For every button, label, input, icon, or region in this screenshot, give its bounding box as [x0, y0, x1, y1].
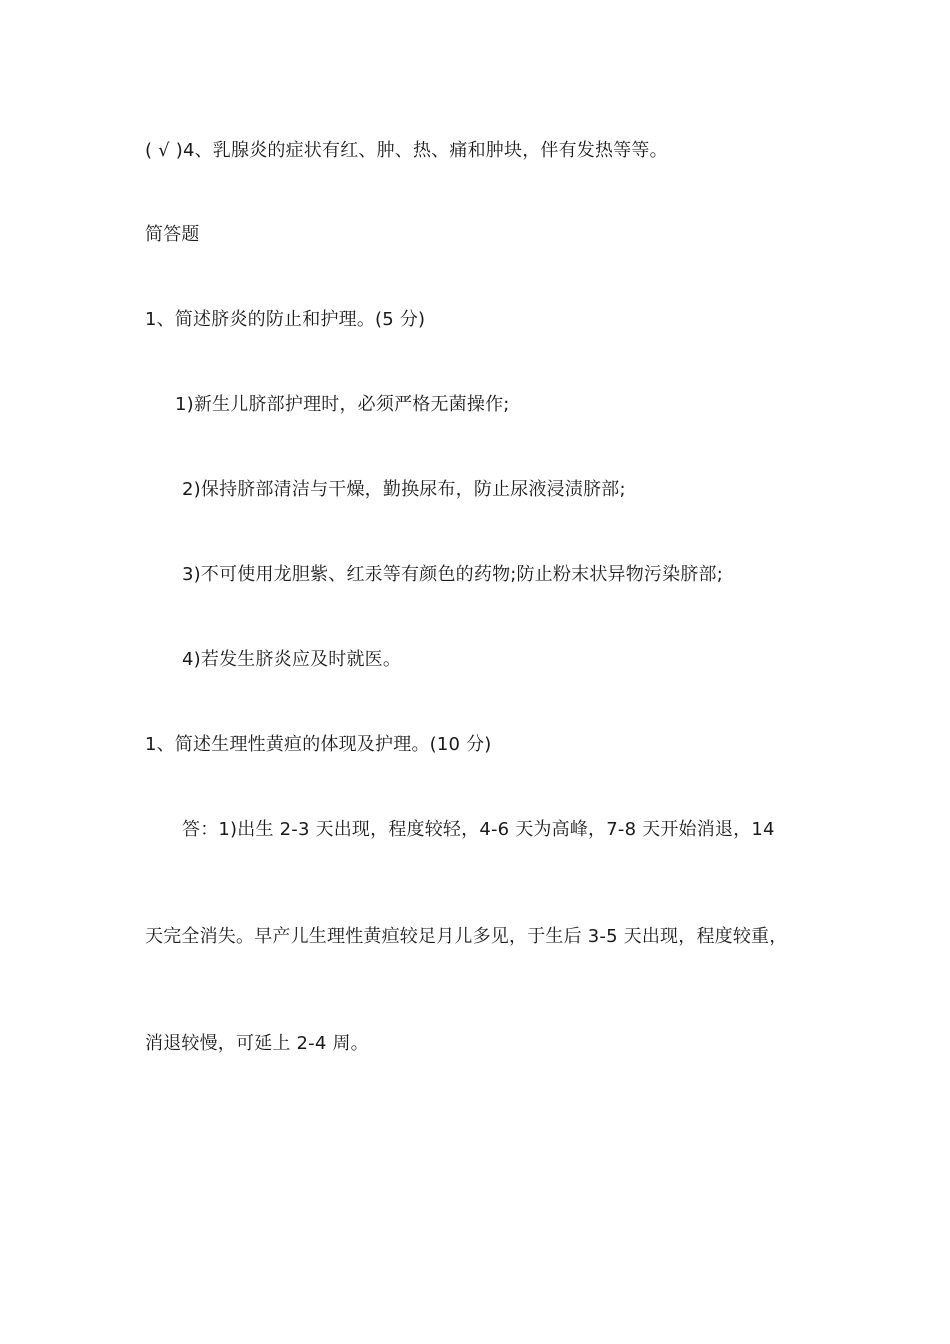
question-title: 1、简述生理性黄疸的体现及护理。(10 分)	[145, 734, 492, 755]
answer-item: 1)新生儿脐部护理时，必须严格无菌操作;	[175, 394, 510, 415]
answer-item: 3)不可使用龙胆紫、红汞等有颜色的药物;防止粉末状异物污染脐部;	[182, 564, 724, 585]
section-heading: 简答题	[145, 224, 200, 245]
answer-paragraph-line: 消退较慢，可延上 2-4 周。	[145, 1033, 369, 1054]
answer-paragraph-line: 天完全消失。早产儿生理性黄疸较足月儿多见，于生后 3-5 天出现，程度较重，	[145, 926, 788, 947]
answer-item: 2)保持脐部清洁与干燥，勤换尿布，防止尿液浸渍脐部;	[182, 479, 626, 500]
question-title: 1、简述脐炎的防止和护理。(5 分)	[145, 309, 426, 330]
answer-paragraph-line: 答：1)出生 2-3 天出现，程度较轻，4-6 天为高峰，7-8 天开始消退，14	[182, 819, 775, 840]
answer-item: 4)若发生脐炎应及时就医。	[182, 649, 402, 670]
true-false-item: ( √ )4、乳腺炎的症状有红、肿、热、痛和肿块，伴有发热等等。	[145, 140, 668, 161]
